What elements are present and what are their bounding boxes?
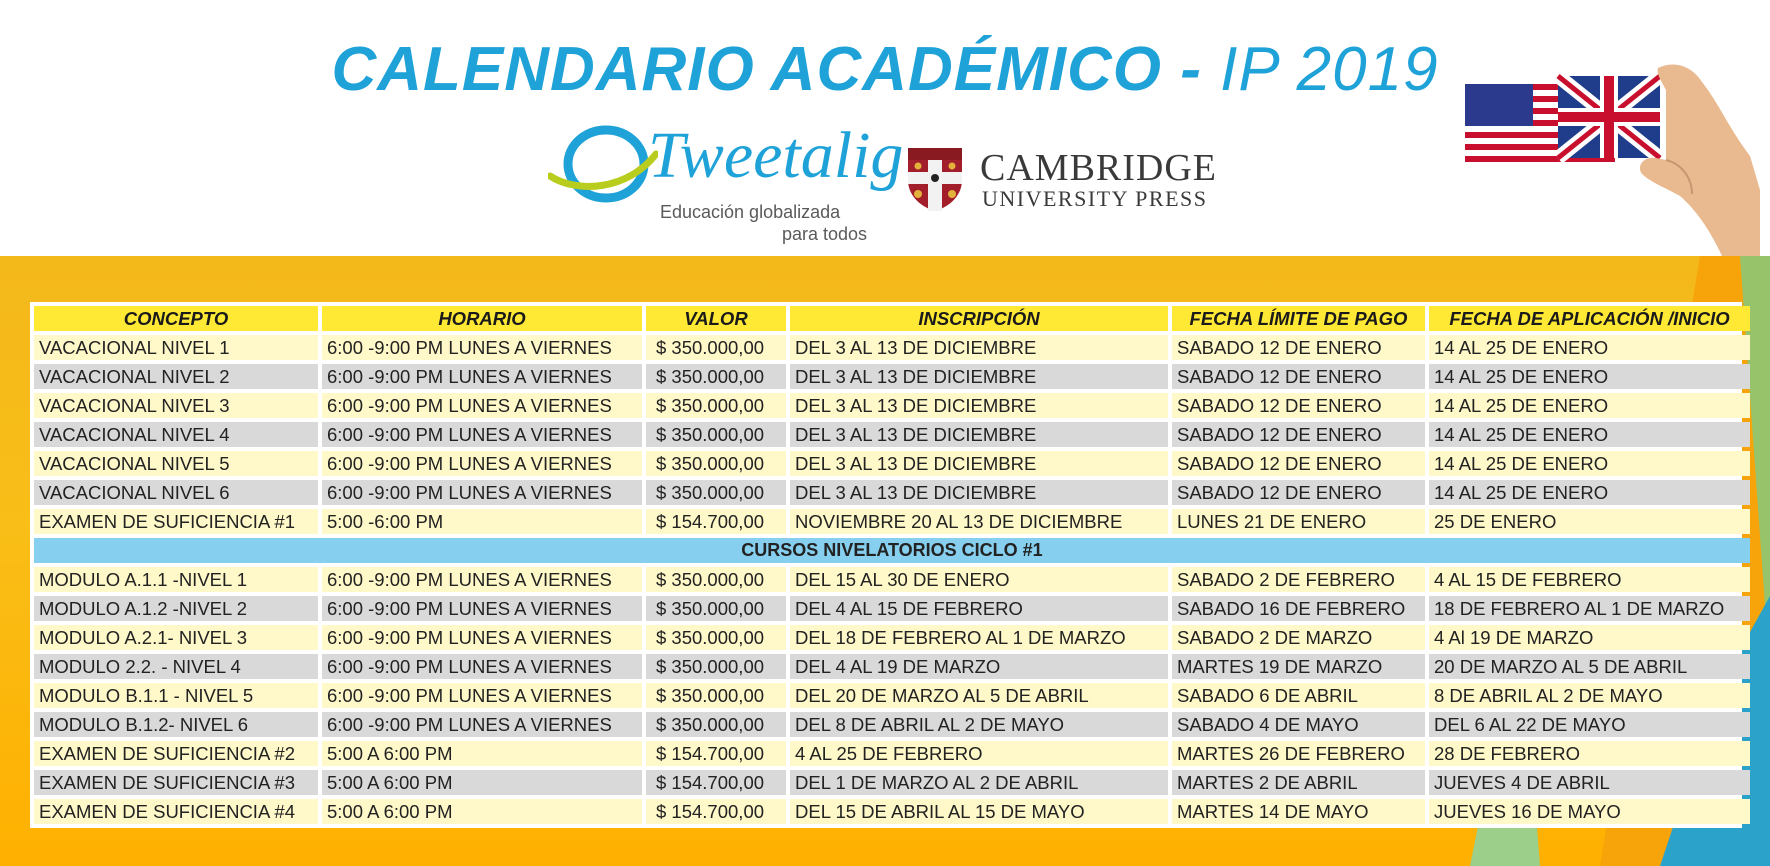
flags-hand-image: [1460, 60, 1760, 256]
table-row: [34, 335, 1750, 360]
cell-valor: $ 154.700,00: [646, 770, 786, 795]
table-row: [34, 712, 1750, 737]
cell-concepto: EXAMEN DE SUFICIENCIA #4: [34, 799, 318, 824]
table-row: [34, 625, 1750, 650]
tweetalig-logo: [548, 118, 904, 248]
cell-concepto: EXAMEN DE SUFICIENCIA #3: [34, 770, 318, 795]
header-fecha-aplicacion: FECHA DE APLICACIÓN /INICIO: [1429, 306, 1750, 331]
cell-fecha-aplicacion: 8 DE ABRIL AL 2 DE MAYO: [1429, 683, 1750, 708]
cell-horario: 6:00 -9:00 PM LUNES A VIERNES: [322, 567, 642, 592]
table-row: [34, 364, 1750, 389]
cell-inscripcion: DEL 3 AL 13 DE DICIEMBRE: [790, 451, 1168, 476]
cell-fecha-limite: SABADO 6 DE ABRIL: [1172, 683, 1425, 708]
cell-fecha-aplicacion: 14 AL 25 DE ENERO: [1429, 451, 1750, 476]
cell-horario: 6:00 -9:00 PM LUNES A VIERNES: [322, 364, 642, 389]
cell-valor: $ 350.000,00: [646, 567, 786, 592]
cell-valor: $ 350.000,00: [646, 683, 786, 708]
section-title: CURSOS NIVELATORIOS CICLO #1: [34, 538, 1750, 563]
page-title: CALENDARIO ACADÉMICO - IP 2019: [331, 35, 1439, 104]
tweetalig-tagline-2: para todos: [782, 224, 868, 244]
cell-valor: $ 350.000,00: [646, 654, 786, 679]
cell-fecha-limite: SABADO 2 DE MARZO: [1172, 625, 1425, 650]
cell-fecha-aplicacion: JUEVES 16 DE MAYO: [1429, 799, 1750, 824]
uk-flag-icon: [1558, 76, 1660, 158]
cell-concepto: VACACIONAL NIVEL 2: [34, 364, 318, 389]
cell-inscripcion: DEL 1 DE MARZO AL 2 DE ABRIL: [790, 770, 1168, 795]
cell-horario: 6:00 -9:00 PM LUNES A VIERNES: [322, 596, 642, 621]
cell-inscripcion: DEL 3 AL 13 DE DICIEMBRE: [790, 422, 1168, 447]
cell-fecha-limite: SABADO 12 DE ENERO: [1172, 480, 1425, 505]
cell-fecha-limite: SABADO 12 DE ENERO: [1172, 335, 1425, 360]
cell-fecha-limite: LUNES 21 DE ENERO: [1172, 509, 1425, 534]
table-row: [34, 683, 1750, 708]
cell-fecha-aplicacion: DEL 6 AL 22 DE MAYO: [1429, 712, 1750, 737]
cell-fecha-limite: SABADO 12 DE ENERO: [1172, 451, 1425, 476]
cell-inscripcion: DEL 3 AL 13 DE DICIEMBRE: [790, 393, 1168, 418]
table-row: [34, 596, 1750, 621]
cambridge-logo: [906, 146, 1226, 216]
cell-inscripcion: 4 AL 25 DE FEBRERO: [790, 741, 1168, 766]
cell-fecha-limite: MARTES 26 DE FEBRERO: [1172, 741, 1425, 766]
cell-concepto: VACACIONAL NIVEL 4: [34, 422, 318, 447]
cell-horario: 6:00 -9:00 PM LUNES A VIERNES: [322, 422, 642, 447]
header-fecha-limite: FECHA LÍMITE DE PAGO: [1172, 306, 1425, 331]
cell-horario: 5:00 A 6:00 PM: [322, 741, 642, 766]
cell-valor: $ 154.700,00: [646, 799, 786, 824]
cell-horario: 6:00 -9:00 PM LUNES A VIERNES: [322, 712, 642, 737]
cell-concepto: MODULO A.1.1 -NIVEL 1: [34, 567, 318, 592]
cell-inscripcion: DEL 3 AL 13 DE DICIEMBRE: [790, 335, 1168, 360]
cell-horario: 5:00 A 6:00 PM: [322, 799, 642, 824]
cell-inscripcion: DEL 3 AL 13 DE DICIEMBRE: [790, 480, 1168, 505]
table-row: [34, 509, 1750, 534]
cell-inscripcion: DEL 4 AL 15 DE FEBRERO: [790, 596, 1168, 621]
table-row: [34, 422, 1750, 447]
section-row: [34, 538, 1750, 563]
table-row: [34, 654, 1750, 679]
cell-concepto: EXAMEN DE SUFICIENCIA #1: [34, 509, 318, 534]
cell-fecha-aplicacion: 25 DE ENERO: [1429, 509, 1750, 534]
cell-horario: 6:00 -9:00 PM LUNES A VIERNES: [322, 335, 642, 360]
cell-valor: $ 350.000,00: [646, 393, 786, 418]
cell-fecha-aplicacion: 14 AL 25 DE ENERO: [1429, 335, 1750, 360]
cell-concepto: MODULO A.1.2 -NIVEL 2: [34, 596, 318, 621]
cell-horario: 6:00 -9:00 PM LUNES A VIERNES: [322, 451, 642, 476]
cell-concepto: VACACIONAL NIVEL 6: [34, 480, 318, 505]
cell-fecha-aplicacion: 28 DE FEBRERO: [1429, 741, 1750, 766]
cambridge-shield-icon: [906, 146, 964, 212]
cell-inscripcion: DEL 3 AL 13 DE DICIEMBRE: [790, 364, 1168, 389]
table-row: [34, 451, 1750, 476]
cell-fecha-aplicacion: JUEVES 4 DE ABRIL: [1429, 770, 1750, 795]
cell-fecha-limite: MARTES 19 DE MARZO: [1172, 654, 1425, 679]
table-row: [34, 480, 1750, 505]
cell-valor: $ 154.700,00: [646, 509, 786, 534]
cell-fecha-aplicacion: 14 AL 25 DE ENERO: [1429, 364, 1750, 389]
tweetalig-tagline-1: Educación globalizada: [660, 202, 841, 222]
cell-concepto: VACACIONAL NIVEL 1: [34, 335, 318, 360]
header-inscripcion: INSCRIPCIÓN: [790, 306, 1168, 331]
cell-fecha-limite: MARTES 2 DE ABRIL: [1172, 770, 1425, 795]
cell-fecha-limite: SABADO 12 DE ENERO: [1172, 422, 1425, 447]
header-area: [0, 0, 1770, 256]
cell-concepto: MODULO B.1.2- NIVEL 6: [34, 712, 318, 737]
cell-inscripcion: DEL 20 DE MARZO AL 5 DE ABRIL: [790, 683, 1168, 708]
cell-fecha-aplicacion: 14 AL 25 DE ENERO: [1429, 422, 1750, 447]
cell-valor: $ 350.000,00: [646, 596, 786, 621]
table-row: [34, 393, 1750, 418]
header-horario: HORARIO: [322, 306, 642, 331]
cell-valor: $ 350.000,00: [646, 712, 786, 737]
cell-concepto: EXAMEN DE SUFICIENCIA #2: [34, 741, 318, 766]
cell-horario: 6:00 -9:00 PM LUNES A VIERNES: [322, 393, 642, 418]
table-header-row: [34, 306, 1750, 331]
cell-fecha-limite: SABADO 12 DE ENERO: [1172, 393, 1425, 418]
cell-valor: $ 350.000,00: [646, 625, 786, 650]
cell-concepto: MODULO 2.2. - NIVEL 4: [34, 654, 318, 679]
table-row: [34, 799, 1750, 824]
globe-swoosh-icon: [548, 124, 658, 214]
cell-horario: 5:00 A 6:00 PM: [322, 770, 642, 795]
tweetalig-wordmark: Tweetalig: [648, 119, 904, 192]
cell-valor: $ 350.000,00: [646, 451, 786, 476]
cell-valor: $ 350.000,00: [646, 335, 786, 360]
cell-fecha-limite: SABADO 12 DE ENERO: [1172, 364, 1425, 389]
cell-horario: 5:00 -6:00 PM: [322, 509, 642, 534]
cell-horario: 6:00 -9:00 PM LUNES A VIERNES: [322, 625, 642, 650]
cell-inscripcion: NOVIEMBRE 20 AL 13 DE DICIEMBRE: [790, 509, 1168, 534]
cell-horario: 6:00 -9:00 PM LUNES A VIERNES: [322, 480, 642, 505]
table-row: [34, 770, 1750, 795]
table-row: [34, 567, 1750, 592]
cell-concepto: VACACIONAL NIVEL 3: [34, 393, 318, 418]
cell-fecha-aplicacion: 18 DE FEBRERO AL 1 DE MARZO: [1429, 596, 1750, 621]
cell-horario: 6:00 -9:00 PM LUNES A VIERNES: [322, 654, 642, 679]
cell-fecha-limite: MARTES 14 DE MAYO: [1172, 799, 1425, 824]
table-row: [34, 741, 1750, 766]
cell-inscripcion: DEL 15 AL 30 DE ENERO: [790, 567, 1168, 592]
cell-fecha-aplicacion: 14 AL 25 DE ENERO: [1429, 393, 1750, 418]
cell-horario: 6:00 -9:00 PM LUNES A VIERNES: [322, 683, 642, 708]
cell-fecha-limite: SABADO 16 DE FEBRERO: [1172, 596, 1425, 621]
cell-concepto: MODULO B.1.1 - NIVEL 5: [34, 683, 318, 708]
cell-fecha-aplicacion: 4 Al 19 DE MARZO: [1429, 625, 1750, 650]
cell-fecha-aplicacion: 4 AL 15 DE FEBRERO: [1429, 567, 1750, 592]
cell-fecha-limite: SABADO 4 DE MAYO: [1172, 712, 1425, 737]
cell-inscripcion: DEL 15 DE ABRIL AL 15 DE MAYO: [790, 799, 1168, 824]
cambridge-wordmark: CAMBRIDGE: [980, 147, 1218, 189]
cell-concepto: MODULO A.2.1- NIVEL 3: [34, 625, 318, 650]
cell-concepto: VACACIONAL NIVEL 5: [34, 451, 318, 476]
cell-fecha-limite: SABADO 2 DE FEBRERO: [1172, 567, 1425, 592]
cell-fecha-aplicacion: 14 AL 25 DE ENERO: [1429, 480, 1750, 505]
cambridge-subtitle: UNIVERSITY PRESS: [982, 186, 1208, 211]
cell-inscripcion: DEL 4 AL 19 DE MARZO: [790, 654, 1168, 679]
cell-inscripcion: DEL 18 DE FEBRERO AL 1 DE MARZO: [790, 625, 1168, 650]
cell-valor: $ 350.000,00: [646, 480, 786, 505]
cell-fecha-aplicacion: 20 DE MARZO AL 5 DE ABRIL: [1429, 654, 1750, 679]
cell-valor: $ 350.000,00: [646, 422, 786, 447]
cell-inscripcion: DEL 8 DE ABRIL AL 2 DE MAYO: [790, 712, 1168, 737]
cell-valor: $ 154.700,00: [646, 741, 786, 766]
header-valor: VALOR: [646, 306, 786, 331]
header-concepto: CONCEPTO: [34, 306, 318, 331]
cell-valor: $ 350.000,00: [646, 364, 786, 389]
calendar-table: [30, 302, 1742, 828]
